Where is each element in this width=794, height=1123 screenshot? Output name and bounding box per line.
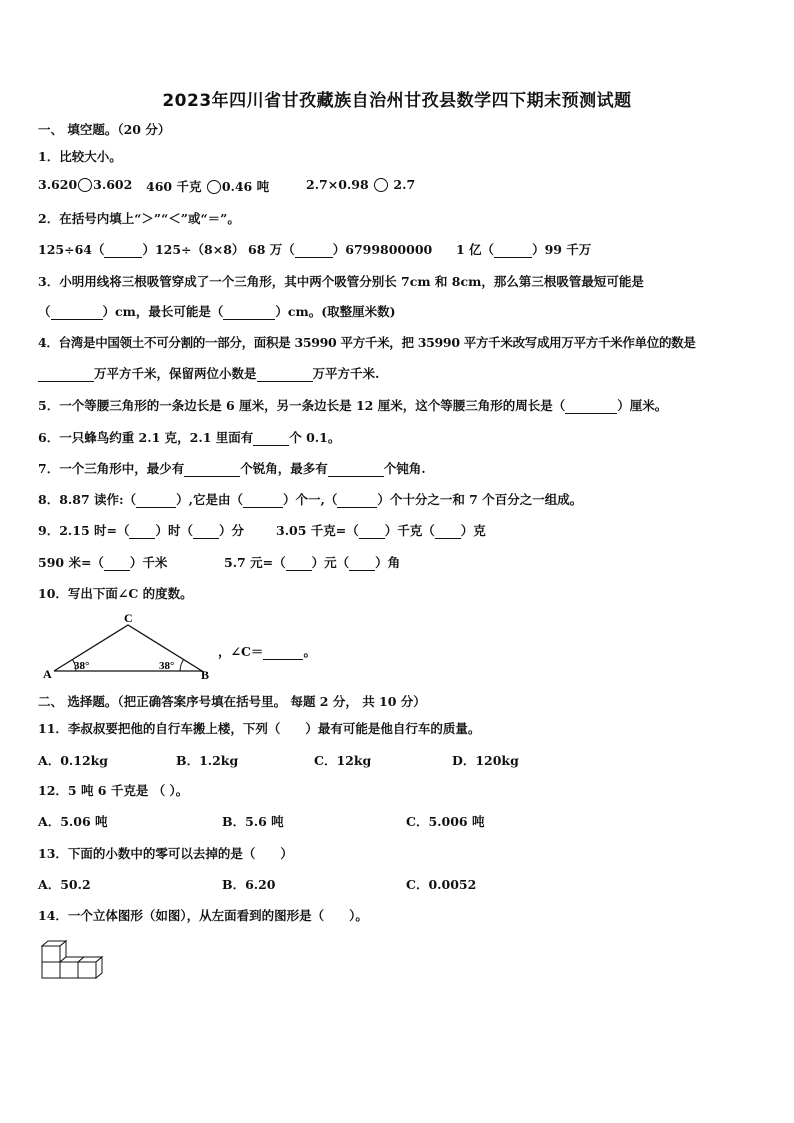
- q11-option-c[interactable]: C．12kg: [314, 753, 372, 768]
- compare-circle[interactable]: [374, 178, 388, 192]
- q3-line1: 3．小明用线将三根吸管穿成了一个三角形，其中两个吸管分别长 7cm 和 8cm，那么第三根吸管最短可能是: [38, 274, 644, 289]
- answer-blank[interactable]: [223, 307, 275, 320]
- q9-a3: ）分: [218, 523, 244, 538]
- answer-blank[interactable]: [51, 307, 103, 320]
- q2-a: [38, 240, 244, 258]
- q1-b: [146, 177, 269, 195]
- q9-b3: ）克: [460, 523, 486, 538]
- q3-line2: [38, 302, 396, 320]
- q9-d3: ）角: [375, 555, 401, 570]
- q1-c-left: 2.7×0.98: [306, 177, 369, 192]
- q7-text-a: 7．一个三角形中，最少有: [38, 461, 185, 476]
- q9-a2: ）时（: [155, 523, 193, 538]
- solid-figure: [40, 940, 104, 982]
- q9-c2: ）千米: [129, 555, 168, 570]
- answer-blank[interactable]: [257, 369, 313, 382]
- q11-text: 11．李叔叔要把他的自行车搬上楼，下列（ ）最有可能是他自行车的质量。: [38, 721, 481, 736]
- q1-a: [38, 177, 132, 192]
- q8-line: [38, 490, 582, 508]
- angle-b-label: 38°: [159, 660, 175, 672]
- answer-blank[interactable]: [349, 558, 375, 571]
- q5-line: [38, 396, 667, 414]
- q11-option-b[interactable]: B．1.2kg: [176, 753, 239, 768]
- q9-b2: ）千克（: [384, 523, 435, 538]
- answer-blank[interactable]: [328, 464, 384, 477]
- q2-a-left: 125÷64（: [38, 242, 105, 257]
- answer-blank[interactable]: [565, 401, 617, 414]
- answer-blank[interactable]: [129, 526, 155, 539]
- q9-a1: 9．2.15 时=（: [38, 523, 130, 538]
- q9-d: [224, 553, 400, 571]
- q1-text: 1．比较大小。: [38, 149, 122, 164]
- q2-c-right: ）99 千万: [532, 242, 592, 257]
- answer-blank[interactable]: [253, 433, 289, 446]
- q9-c: [38, 553, 167, 571]
- answer-blank[interactable]: [295, 245, 333, 258]
- q10-text: 10．写出下面∠C 的度数。: [38, 586, 193, 601]
- q11-option-a[interactable]: A．0.12kg: [38, 753, 109, 768]
- q9-b1: 3.05 千克=（: [276, 523, 359, 538]
- compare-circle[interactable]: [207, 180, 221, 194]
- q3-line2-c: ）cm。(取整厘米数): [275, 304, 396, 319]
- q5-text-a: 5．一个等腰三角形的一条边长是 6 厘米，另一条边长是 12 厘米，这个等腰三角形的周长是（: [38, 398, 566, 413]
- q9-c1: 590 米=（: [38, 555, 104, 570]
- q9-d2: ）元（: [311, 555, 350, 570]
- vertex-c-label: C: [124, 612, 133, 625]
- answer-blank[interactable]: [494, 245, 532, 258]
- answer-blank[interactable]: [263, 647, 303, 660]
- q1-c-right: 2.7: [393, 177, 416, 192]
- q14-text: 14．一个立体图形（如图），从左面看到的图形是（ ）。: [38, 908, 368, 923]
- q5-text-b: ）厘米。: [617, 398, 668, 413]
- section1-heading: 一、 填空题。（20 分）: [38, 122, 171, 137]
- q1-a-right: 3.602: [93, 177, 133, 192]
- q8-text-a: 8．8.87 读作:（: [38, 492, 137, 507]
- answer-blank[interactable]: [104, 558, 130, 571]
- q2-b-left: 68 万（: [248, 242, 295, 257]
- q9-a: [38, 521, 244, 539]
- angle-b-arc: [180, 660, 183, 671]
- q13-text: 13．下面的小数中的零可以去掉的是（ ）: [38, 846, 293, 861]
- answer-blank[interactable]: [136, 495, 176, 508]
- answer-blank[interactable]: [435, 526, 461, 539]
- q12-option-c[interactable]: C．5.006 吨: [406, 814, 485, 829]
- compare-circle[interactable]: [78, 178, 92, 192]
- q2-b: [248, 240, 432, 258]
- answer-blank[interactable]: [184, 464, 240, 477]
- triangle-figure: [40, 612, 220, 682]
- q13-option-b[interactable]: B．6.20: [222, 877, 276, 892]
- q8-text-c: ）个一,（: [282, 492, 338, 507]
- q12-option-b[interactable]: B．5.6 吨: [222, 814, 284, 829]
- q3-line2-a: （: [38, 304, 51, 319]
- q2-a-right: ）125÷（8×8）: [142, 242, 245, 257]
- answer-blank[interactable]: [38, 369, 94, 382]
- q10-answer-b: 。: [303, 644, 316, 659]
- q8-text-d: ）个十分之一和 7 个百分之一组成。: [377, 492, 583, 507]
- q1-b-left: 460 千克: [146, 179, 202, 194]
- q12-option-a[interactable]: A．5.06 吨: [38, 814, 108, 829]
- triangle-svg: [40, 612, 220, 682]
- vertex-a-label: A: [43, 667, 52, 681]
- q2-b-right: ）6799800000: [332, 242, 433, 257]
- q4-line2: [38, 364, 379, 382]
- q8-text-b: ）,它是由（: [176, 492, 243, 507]
- q1-a-left: 3.620: [38, 177, 78, 192]
- q6-text-b: 个 0.1。: [289, 430, 341, 445]
- q7-line: [38, 459, 426, 477]
- q6-text-a: 6．一只蜂鸟约重 2.1 克，2.1 里面有: [38, 430, 254, 445]
- q6-line: [38, 428, 340, 446]
- q4-line1: 4．台湾是中国领土不可分割的一部分，面积是 35990 平方千米，把 35990 平方千米改写成用万平方千米作单位的数是: [38, 335, 696, 350]
- q13-option-a[interactable]: A．50.2: [38, 877, 91, 892]
- q3-line2-b: ）cm，最长可能是（: [102, 304, 224, 319]
- q13-option-c[interactable]: C．0.0052: [406, 877, 477, 892]
- q9-d1: 5.7 元=（: [224, 555, 286, 570]
- q4-line2-a: 万平方千米，保留两位小数是: [94, 366, 257, 381]
- answer-blank[interactable]: [286, 558, 312, 571]
- answer-blank[interactable]: [337, 495, 377, 508]
- q9-b: [276, 521, 486, 539]
- q7-text-b: 个锐角，最多有: [240, 461, 328, 476]
- cubes-svg: [40, 940, 104, 982]
- vertex-b-label: B: [201, 668, 210, 682]
- q1-c: [306, 177, 415, 192]
- q1-b-right: 0.46 吨: [221, 179, 270, 194]
- answer-blank[interactable]: [104, 245, 142, 258]
- q7-text-c: 个钝角.: [383, 461, 426, 476]
- answer-blank[interactable]: [359, 526, 385, 539]
- angle-a-label: 38°: [74, 660, 90, 672]
- q2-c-left: 1 亿（: [456, 242, 495, 257]
- answer-blank[interactable]: [243, 495, 283, 508]
- q10-answer-a: ，∠C＝: [218, 644, 264, 659]
- answer-blank[interactable]: [193, 526, 219, 539]
- q4-line2-b: 万平方千米.: [312, 366, 380, 381]
- section2-heading: 二、 选择题。（把正确答案序号填在括号里。 每题 2 分， 共 10 分）: [38, 694, 426, 709]
- q12-text: 12．5 吨 6 千克是 （ ）。: [38, 783, 189, 798]
- q2-text: 2．在括号内填上“＞”“＜”或“＝”。: [38, 211, 240, 226]
- q10-answer: [218, 642, 316, 660]
- page-title: 2023年四川省甘孜藏族自治州甘孜县数学四下期末预测试题: [162, 91, 632, 111]
- q11-option-d[interactable]: D．120kg: [452, 753, 519, 768]
- q2-c: [456, 240, 591, 258]
